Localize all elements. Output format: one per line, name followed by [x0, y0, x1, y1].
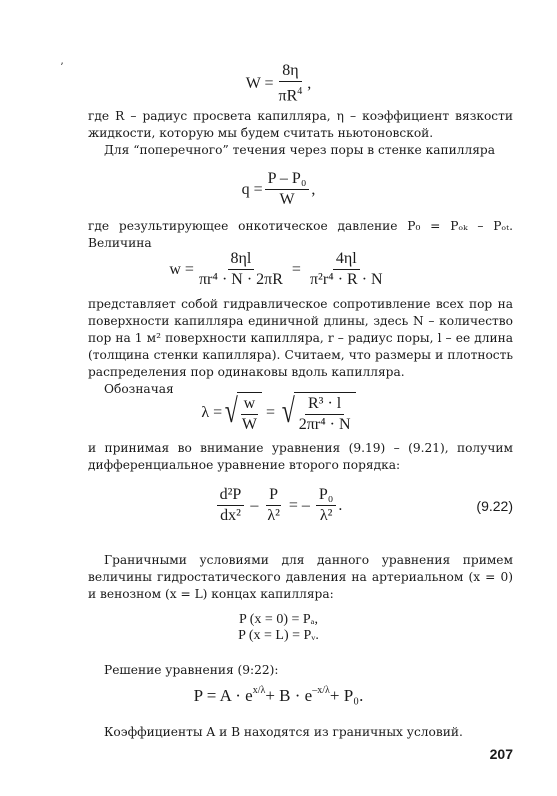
punctuation: ,	[311, 180, 316, 198]
fraction	[265, 170, 310, 209]
denominator: 2πr⁴ · N	[298, 416, 351, 433]
numerator: w	[241, 395, 259, 415]
fraction-1	[217, 486, 245, 525]
numerator: P	[266, 486, 281, 506]
punctuation: ,	[307, 74, 312, 92]
denominator: πr⁴ · N · 2πR	[198, 271, 283, 288]
punctuation: .	[338, 496, 343, 514]
equation-w	[0, 250, 557, 289]
equals-sign: = –	[288, 496, 310, 514]
denominator: π²r⁴ · R · N	[309, 271, 383, 288]
exponent-1: x/λ	[252, 684, 266, 696]
paragraph-4: представляет собой гидравлическое сопротивление всех пор на поверхности капилляра единичной длины, здесь N – количество пор на 1 м² поверхности капилляра, r – радиус поры, l – ее длина (толщина стенки капилляра). Считаем, что размеры и плотность распределения пор одинаковы вдоль капилляра.	[88, 297, 513, 379]
equals-sign: =	[291, 260, 301, 278]
fraction-1	[196, 250, 286, 289]
numerator: P₀	[316, 486, 336, 506]
radical-sign: √	[225, 393, 239, 430]
equals-sign: =	[265, 404, 276, 421]
sqrt-1	[222, 392, 262, 434]
equation-lhs: w =	[169, 260, 194, 278]
numerator: P – P₀	[265, 170, 310, 190]
minus-sign: –	[250, 496, 259, 514]
fraction-2	[264, 486, 283, 525]
numerator: R³ · l	[305, 395, 344, 415]
page-number: 207	[489, 746, 513, 762]
equation-number: (9.22)	[476, 498, 513, 514]
equation-lambda	[0, 392, 557, 434]
paragraph-3: где результирующее онкотическое давление P₀ = Pₒₖ – Pₒₜ. Величина	[88, 219, 513, 250]
fraction-3	[316, 486, 336, 525]
numerator: 8η	[279, 62, 301, 82]
denominator: λ²	[319, 507, 333, 524]
numerator: 4ηl	[333, 250, 360, 270]
fraction	[276, 62, 306, 105]
boundary-condition-2: P (x = L) = Pᵥ.	[238, 628, 319, 643]
equation-9-22	[0, 486, 557, 525]
fraction-2	[296, 395, 354, 434]
equation-W	[0, 62, 557, 105]
stray-mark: ʼ	[60, 62, 64, 73]
boundary-condition-1: P (x = 0) = Pₐ,	[239, 612, 318, 627]
numerator: d²P	[217, 486, 245, 506]
radical-sign: √	[281, 393, 295, 430]
denominator: λ²	[267, 507, 280, 524]
denominator: $\pi R^4$	[278, 86, 303, 105]
paragraph-5: Обозначая	[104, 382, 174, 396]
paragraph-2: Для “поперечного” течения через поры в стенке капилляра	[104, 143, 495, 157]
paragraph-8: Решение уравнения (9:22):	[104, 663, 279, 677]
equation-lhs: λ =	[201, 404, 223, 421]
denominator: dx²	[220, 507, 241, 524]
fraction-1	[239, 395, 260, 434]
equation-solution: P = A · e $^{x/\lambda}$ + B · e $^{-x/\lambda}$ + P₀.	[193, 684, 364, 705]
exponent-2: –x/λ	[312, 684, 330, 696]
equation-lhs: q =	[241, 180, 263, 198]
sqrt-2	[279, 392, 356, 434]
equation-q	[0, 170, 557, 209]
fraction-2	[307, 250, 386, 289]
denominator: W	[279, 191, 295, 208]
paragraph-7: Граничными условиями для данного уравнения примем величины гидростатического давления на артериальном (x = 0) и венозном (x = L) концах капилляра:	[88, 553, 513, 601]
paragraph-9: Коэффициенты A и B находятся из граничных условий.	[104, 725, 463, 739]
paragraph-6: и принимая во внимание уравнения (9.19) – (9.21), получим дифференциальное уравнение второго порядка:	[88, 441, 513, 472]
numerator: 8ηl	[228, 250, 255, 270]
equation-lhs: W =	[245, 74, 274, 92]
denominator: W	[241, 416, 257, 433]
paragraph-1: где R – радиус просвета капилляра, η – коэффициент вязкости жидкости, которую мы будем считать ньютоновской.	[88, 109, 513, 140]
